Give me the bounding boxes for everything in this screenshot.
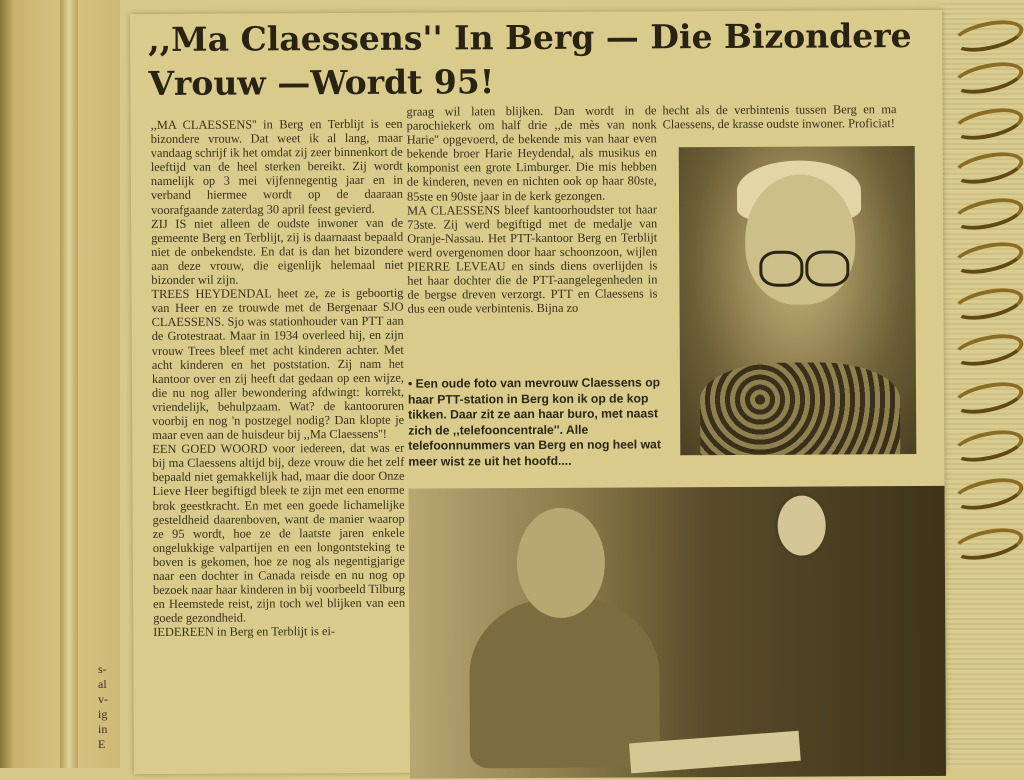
paragraph: ,,MA CLAESSENS'' in Berg en Terblijt is een bizondere vrouw. Dat weet ik al lang, maar vandaag schrijf ik het omdat zij zeer binnenkort de leeftijd van de heel sterken bereikt. Zij wordt namelijk op 3 mei vijfennegentig jaar en in verband hiermee wordt op de daaraan voorafgaande zaterdag 30 april feest gevierd. — [150, 116, 403, 217]
side-fragment: al — [98, 677, 107, 691]
portrait-face — [745, 174, 856, 305]
side-fragment: s- — [98, 662, 107, 676]
album-page-edge — [60, 0, 78, 768]
newspaper-clipping — [130, 10, 946, 774]
glasses-icon — [759, 251, 803, 287]
clock-icon — [775, 492, 829, 558]
article-column-2 — [406, 103, 657, 374]
side-fragment: in — [98, 722, 108, 736]
desk-photo-head — [517, 508, 606, 618]
paragraph: IEDEREEN in Berg en Terblijt is ei- — [153, 624, 336, 640]
side-text-fragments — [98, 662, 118, 752]
side-fragment: ig — [98, 707, 108, 721]
article-column-1 — [151, 117, 406, 768]
paragraph: hecht als de verbintenis tussen Berg en ma Claessens, de krasse oudste inwoner. Proficiat! — [662, 102, 897, 132]
desk-photo — [409, 486, 947, 779]
side-fragment: v- — [98, 692, 108, 706]
paragraph: ZIJ IS niet alleen de oudste inwoner van de gemeente Berg en Terblijt, zij is daarnaast bepaald niet de onbekendste. En dat is dan het bizondere aan deze vrouw, die eigenlijk helemaal niet bizonder wil zijn. — [151, 215, 404, 288]
portrait-photo — [679, 146, 917, 455]
paragraph: graag wil laten blijken. Dan wordt in de parochiekerk om half drie ,,de mès van nonk Harie'' opgevoerd, de bekende mis van haar even bekende broer Harie Heydendal, als musikus en komponist een grote Limburger. Die mis hebben de kinderen, neven en nichten ook op haar 80ste, 85ste en 90ste jaar in de kerk gezongen. — [406, 103, 657, 204]
side-fragment: E — [98, 737, 106, 751]
article-column-3 — [662, 102, 896, 151]
portrait-dress — [700, 362, 900, 455]
photo-caption: • Een oude foto van mevrouw Claessens op haar PTT-station in Berg kon ik op de kop tikken. Daar zit ze aan haar buro, met naast zich de ,,telefooncentrale''. Alle telefoonnummers van Berg en nog heel wat meer wist ze uit het hoofd.... — [407, 375, 661, 469]
paragraph: MA CLAESSENS bleef kantoorhoudster tot haar 73ste. Zij werd begiftigd met de medalje van Oranje-Nassau. Het PTT-kantoor Berg en Terblijt werd overgenomen door haar schoonzoon, wijlen PIERRE LEVEAU en sinds diens overlijden is het haar dochter die de PTT-aangelegenheden in de bergse dreven verzorgt. PTT en Claessens is dus een oude verbintenis. Bijna zo — [407, 202, 658, 316]
paragraph: EEN GOED WOORD voor iedereen, dat was er bij ma Claessens altijd bij, deze vrouw die het zelf bepaald niet gemakkelijk had, maar die door Onze Lieve Heer begiftigd bleek te zijn met een enorme brok geestkracht. En met een goede lichamelijke gesteldheid daarenboven, want de manier waarop ze 95 wordt, hoe ze de laatste jaren enkele ongelukkige valpartijen en een longontsteking te boven is gekomen, hoe ze nog als negentigjarige naar een dochter in Canada reisde en nu nog op bezoek naar haar kinderen in bij voorbeeld Tilburg en Heemstede reist, zijn toch wel blijken van een goede gezondheid. — [152, 440, 406, 626]
glasses-icon — [805, 250, 849, 286]
headline: ,,Ma Claessens'' In Berg — Die Bizondere Vrouw —Wordt 95! — [148, 16, 912, 104]
paragraph: TREES HEYDENDAL heet ze, ze is geboortig van Heer en ze trouwde met de Bergenaar SJO CLAESSENS. Sjo was stationhouder van PTT aan de Grotestraat. Maar in 1934 overleed hij, en zijn vrouw Trees bleef met acht kinderen achter. Met acht kinderen en het poststation. Zij nam het kantoor over en zij heeft dat gedaan op een wijze, die nu nog aller bewondering afdwingt: korrekt, vriendelijk, behulpzaam. Wat? de kantooruren voorbij en nog 'n postzegel nodig? Dan klopte je maar even aan de huisdeur bij ,,Ma Claessens''! — [151, 285, 405, 443]
